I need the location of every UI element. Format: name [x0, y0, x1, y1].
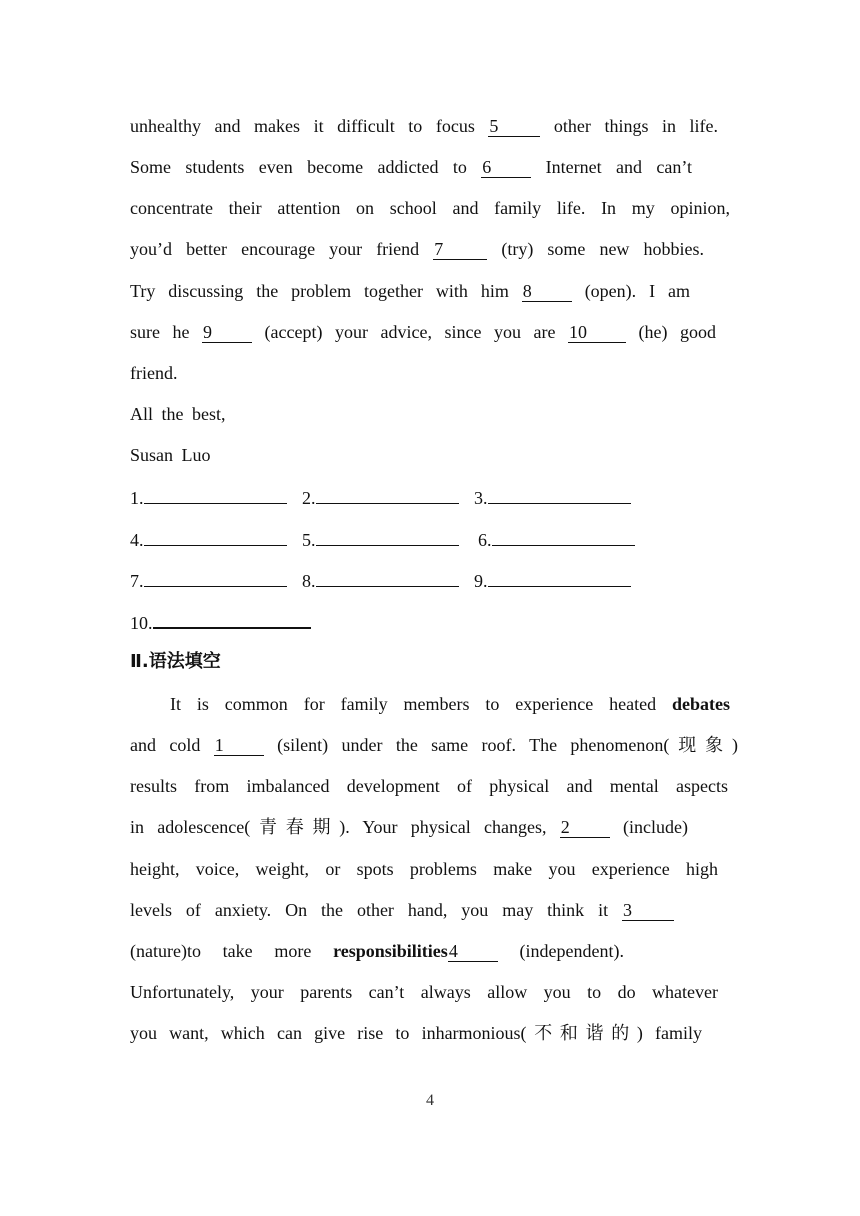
passage-line: results from imbalanced development of physical and mental aspects	[130, 776, 728, 796]
answer-slot: 9.	[474, 568, 631, 593]
passage-line: levels of anxiety. On the other hand, you may think it 3	[130, 898, 674, 922]
answer-row	[130, 485, 642, 510]
answer-line[interactable]	[144, 485, 287, 504]
answer-line[interactable]	[144, 527, 287, 546]
blank-4: 4	[448, 942, 498, 962]
passage-line: (nature)to take more responsibilities4 (independent).	[130, 941, 625, 961]
answer-line[interactable]	[153, 609, 311, 629]
passage-line: Unfortunately, your parents can’t always allow you to do whatever	[130, 982, 718, 1002]
answer-line[interactable]	[316, 527, 459, 546]
answer-line[interactable]	[316, 568, 459, 587]
answer-slot: 7.	[130, 568, 287, 593]
answer-slot: 3.	[474, 485, 631, 510]
passage-line: and cold 1 (silent) under the same roof. The phenomenon(现象)	[130, 735, 739, 755]
answer-line[interactable]	[144, 568, 287, 587]
answer-line[interactable]	[488, 485, 631, 504]
passage-line: concentrate their attention on school and family life. In my opinion,	[130, 198, 730, 218]
passage-line: height, voice, weight, or spots problems make you experience high	[130, 859, 718, 879]
answer-slot: 1.	[130, 485, 287, 510]
passage-line: Try discussing the problem together with him 8 (open). I am	[130, 281, 690, 301]
answer-slot: 2.	[302, 485, 459, 510]
blank-6: 6	[481, 158, 531, 178]
passage-line: sure he 9 (accept) your advice, since you are 10 (he) good	[130, 322, 716, 342]
passage-line: friend.	[130, 363, 178, 383]
answer-slot: 8.	[302, 568, 459, 593]
page-number: 4	[426, 1092, 434, 1109]
blank-2: 2	[560, 818, 610, 838]
answer-row	[130, 568, 642, 593]
passage-line: you’d better encourage your friend 7 (try) some new hobbies.	[130, 239, 704, 259]
answer-line[interactable]	[492, 527, 635, 546]
answer-line[interactable]	[488, 568, 631, 587]
blank-7: 7	[433, 240, 487, 260]
answer-slot: 4.	[130, 527, 287, 552]
blank-3: 3	[622, 901, 674, 921]
blank-5: 5	[488, 117, 540, 137]
passage-line: unhealthy and makes it difficult to focus 5 other things in life.	[130, 116, 719, 136]
passage-line: It is common for family members to experience heated debates	[170, 694, 730, 714]
answer-slot: 5.	[302, 527, 459, 552]
blank-9: 9	[202, 323, 252, 343]
bold-word: debates	[672, 694, 730, 714]
closing: All the best,	[130, 404, 226, 424]
answer-slot: 10.	[130, 609, 311, 635]
passage-line: in adolescence(青春期). Your physical changes, 2 (include)	[130, 817, 688, 837]
blank-8: 8	[522, 282, 572, 302]
answer-slot: 6.	[478, 527, 635, 552]
answer-row	[130, 527, 646, 552]
bold-word: responsibilities	[333, 941, 448, 961]
blank-10: 10	[568, 323, 626, 343]
section-heading: Ⅱ.语法填空	[130, 651, 221, 672]
answer-line[interactable]	[316, 485, 459, 504]
blank-1: 1	[214, 736, 264, 756]
answer-row	[130, 609, 322, 635]
signature-name: Susan Luo	[130, 445, 211, 465]
passage-line: Some students even become addicted to 6 Internet and can’t	[130, 157, 693, 177]
passage-line: you want, which can give rise to inharmonious(不和谐的) family	[130, 1023, 702, 1043]
